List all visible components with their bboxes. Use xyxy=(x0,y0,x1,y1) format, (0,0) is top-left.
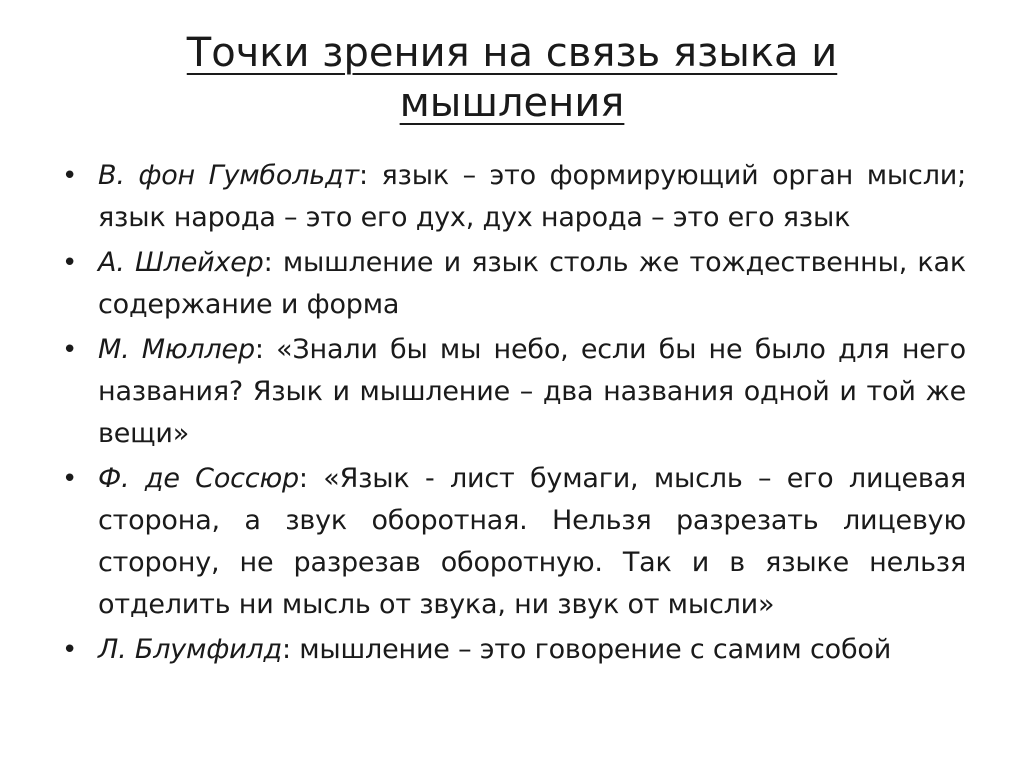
author-name: Л. Блумфилд xyxy=(98,634,282,665)
list-item xyxy=(58,458,966,626)
item-text: : «Язык - лист бумаги, мысль – его лицевая сторона, а звук оборотная. Нельзя разрезать лицевую сторону, не разрезав оборотную. Так и в языке нельзя отделить ни мысль от звука, ни звук от мысли» xyxy=(98,463,966,620)
slide-title-line-2: мышления xyxy=(399,80,625,126)
slide-title xyxy=(120,28,904,128)
list-item xyxy=(58,242,966,326)
bullet-icon: • xyxy=(62,464,78,494)
item-text: : язык – это формирующий орган мысли; язык народа – это его дух, дух народа – это его язык xyxy=(98,160,966,233)
bullet-icon: • xyxy=(62,248,78,278)
item-text: : мышление и язык столь же тождественны, как содержание и форма xyxy=(98,247,966,320)
bullet-icon: • xyxy=(62,335,78,365)
item-text: : «Знали бы мы небо, если бы не было для него названия? Язык и мышление – два названия одной и той же вещи» xyxy=(98,334,966,449)
list-item xyxy=(58,629,966,671)
list-item xyxy=(58,155,966,239)
list-item xyxy=(58,329,966,455)
bullet-icon: • xyxy=(62,161,78,191)
slide-title-line-1: Точки зрения на связь языка и xyxy=(186,30,838,76)
author-name: В. фон Гумбольдт xyxy=(98,160,359,191)
bullet-icon: • xyxy=(62,635,78,665)
author-name: А. Шлейхер xyxy=(98,247,264,278)
author-name: М. Мюллер xyxy=(98,334,255,365)
item-text: : мышление – это говорение с самим собой xyxy=(281,634,892,665)
author-name: Ф. де Соссюр xyxy=(98,463,299,494)
viewpoints-list xyxy=(58,155,966,674)
